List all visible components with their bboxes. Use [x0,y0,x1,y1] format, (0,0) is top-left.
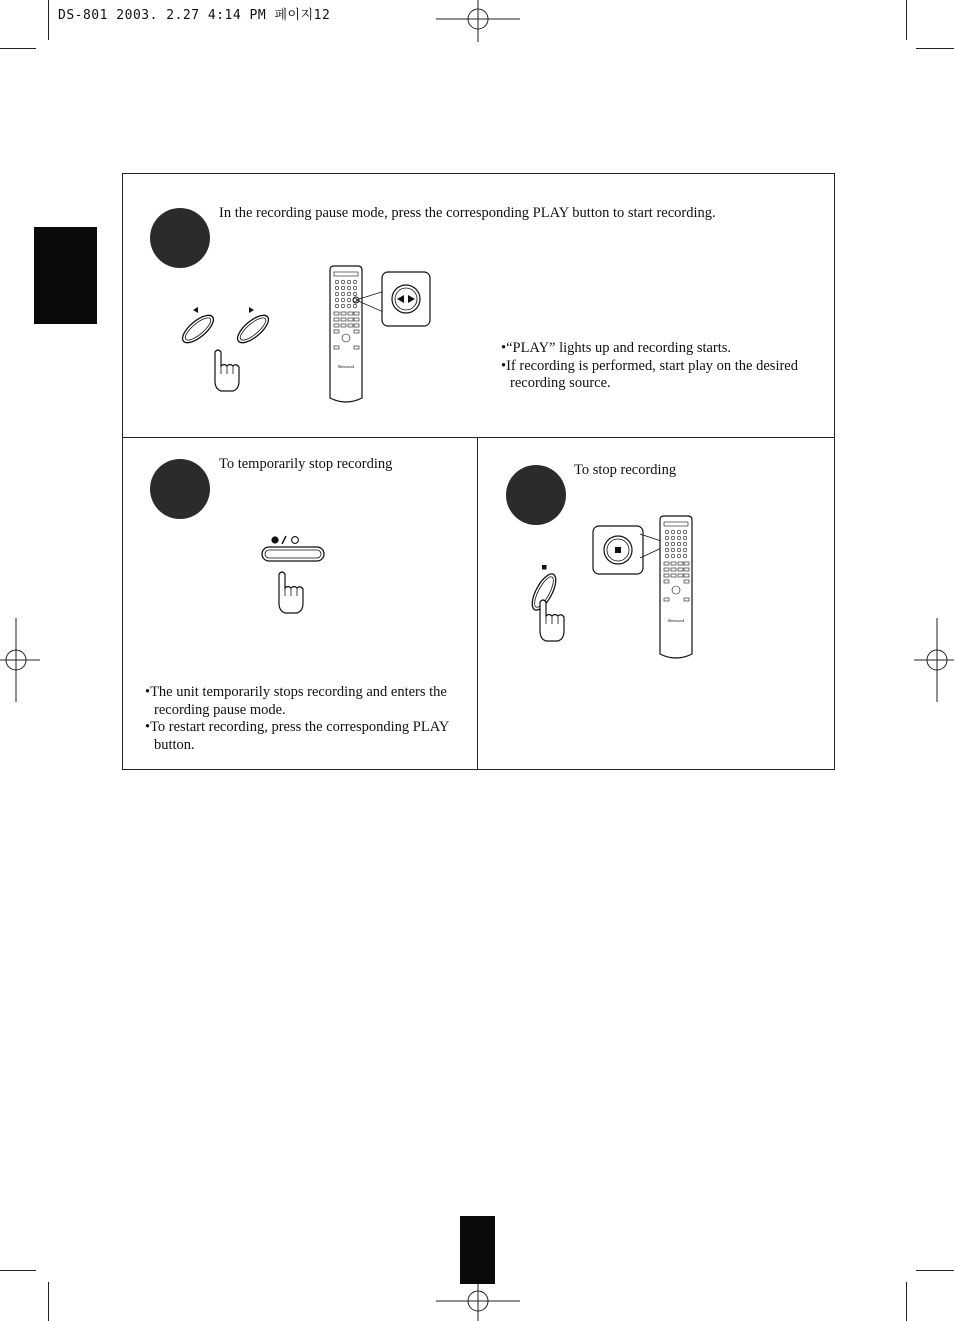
finger-press-icon [279,572,303,613]
registration-mark-icon [436,1280,520,1321]
step-stop-recording-panel [477,437,835,770]
play-buttons-illustration [171,304,281,394]
step-pause-instruction: To temporarily stop recording [219,456,393,472]
record-pause-button-illustration [255,530,335,626]
crop-mark [906,1282,907,1321]
step-start-instruction: In the recording pause mode, press the corresponding PLAY button to start recording. [219,205,716,221]
step-number-circle [150,459,210,519]
stop-button-illustration [518,558,578,648]
registration-mark-icon [0,618,40,702]
section-tab [34,227,97,324]
step-stop-instruction: To stop recording [574,462,677,478]
crop-mark [906,0,907,40]
step-number-circle [150,208,210,268]
crop-mark [916,1270,954,1271]
crop-mark [0,48,36,49]
play-button-zoom-icon [382,272,430,326]
step-number-circle [506,465,566,525]
page-number-tab [460,1216,495,1284]
finger-press-icon [215,350,239,391]
remote-brand-label: Sherwood [337,364,355,369]
step-pause-recording-panel [122,437,478,770]
crop-mark [0,1270,36,1271]
step-pause-notes [145,684,465,754]
finger-press-icon [540,600,564,641]
step-start-notes [501,340,821,393]
play-reverse-button-icon [178,307,217,347]
stop-button-zoom-icon [593,526,643,574]
note-item: • “PLAY” lights up and recording starts. [501,340,821,358]
note-item: • To restart recording, press the corresponding PLAY button. [145,719,465,754]
note-item: • The unit temporarily stops recording and enters the recording pause mode. [145,684,465,719]
crop-mark [916,48,954,49]
step-start-recording-panel [122,173,835,438]
print-header: DS-801 2003. 2.27 4:14 PM 페이지12 [58,8,331,23]
play-forward-button-icon [233,307,272,347]
remote-control-icon [590,514,702,662]
remote-control-icon [326,264,438,412]
registration-mark-icon [914,618,954,702]
crop-mark [48,1282,49,1321]
record-pause-button-icon [262,536,324,561]
remote-brand-label: Sherwood [667,618,685,623]
registration-mark-icon [436,0,520,42]
note-item: • If recording is performed, start play on the desired recording source. [501,358,821,393]
crop-mark [48,0,49,40]
